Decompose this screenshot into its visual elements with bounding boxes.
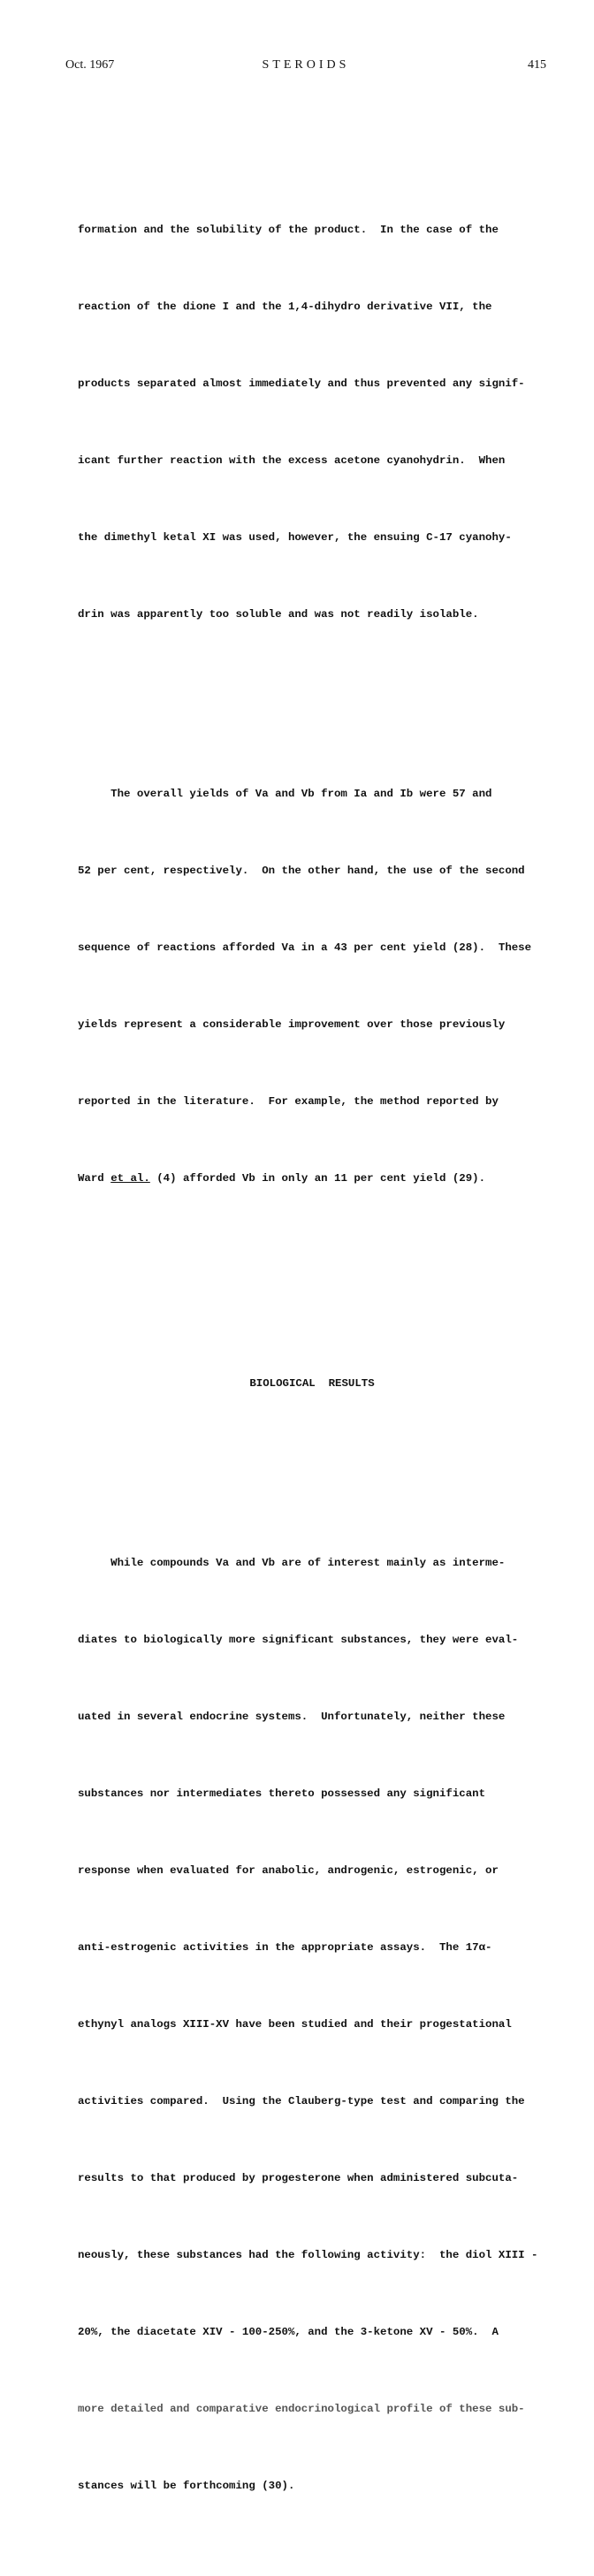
- page-number: 415: [528, 58, 546, 72]
- text-line: anti-estrogenic activities in the appropriate assays. The 17α-: [78, 1941, 492, 1954]
- text-line: While compounds Va and Vb are of interest mainly as interme-: [78, 1557, 506, 1569]
- text-line: The overall yields of Va and Vb from Ia and Ib were 57 and: [78, 788, 492, 800]
- paragraph-2: [78, 730, 546, 1243]
- header-date: Oct. 1967: [65, 58, 115, 72]
- text-line: icant further reaction with the excess acetone cyanohydrin. When: [78, 454, 506, 467]
- text-line: yields represent a considerable improvement over those previously: [78, 1018, 506, 1031]
- journal-name: STEROIDS: [262, 58, 350, 72]
- text-line: results to that produced by progesterone when administered subcuta-: [78, 2172, 519, 2184]
- text-line: ethynyl analogs XIII-XV have been studied and their progestational: [78, 2018, 512, 2031]
- text-line: stances will be forthcoming (30).: [78, 2480, 295, 2492]
- text-line: 52 per cent, respectively. On the other hand, the use of the second: [78, 865, 525, 877]
- text-line: neously, these substances had the following activity: the diol XIII -: [78, 2249, 538, 2261]
- text-span: (4) afforded Vb in only an 11 per cent yield (29).: [149, 1172, 486, 1185]
- text-line: reaction of the dione I and the 1,4-dihydro derivative VII, the: [78, 301, 492, 313]
- text-line: response when evaluated for anabolic, androgenic, estrogenic, or: [78, 1864, 499, 1877]
- section-heading: BIOLOGICAL RESULTS: [249, 1377, 375, 1390]
- text-line: substances nor intermediates thereto possessed any significant: [78, 1787, 486, 1800]
- text-line: activities compared. Using the Clauberg-type test and comparing the: [78, 2095, 525, 2107]
- body-text: [78, 115, 546, 2576]
- text-line: formation and the solubility of the product. In the case of the: [78, 224, 499, 236]
- text-line: products separated almost immediately and thus prevented any signif-: [78, 377, 525, 390]
- text-line: the dimethyl ketal XI was used, however, the ensuing C-17 cyanohy-: [78, 531, 512, 544]
- text-line: sequence of reactions afforded Va in a 43 per cent yield (28). These: [78, 941, 532, 954]
- text-line: reported in the literature. For example, the method reported by: [78, 1095, 499, 1108]
- text-line: diates to biologically more significant substances, they were eval-: [78, 1634, 519, 1646]
- text-span: Ward: [78, 1172, 111, 1185]
- text-line: drin was apparently too soluble and was not readily isolable.: [78, 608, 479, 621]
- paragraph-1: [78, 166, 546, 679]
- et-al-underlined: et al.: [110, 1172, 150, 1185]
- text-line: more detailed and comparative endocrinological profile of these sub-: [78, 2403, 525, 2415]
- page-header: [65, 58, 546, 76]
- text-line: 20%, the diacetate XIV - 100-250%, and the 3-ketone XV - 50%. A: [78, 2326, 499, 2338]
- text-line: [78, 1166, 546, 1192]
- paragraph-3: [78, 1499, 546, 2550]
- text-line: uated in several endocrine systems. Unfortunately, neither these: [78, 1711, 506, 1723]
